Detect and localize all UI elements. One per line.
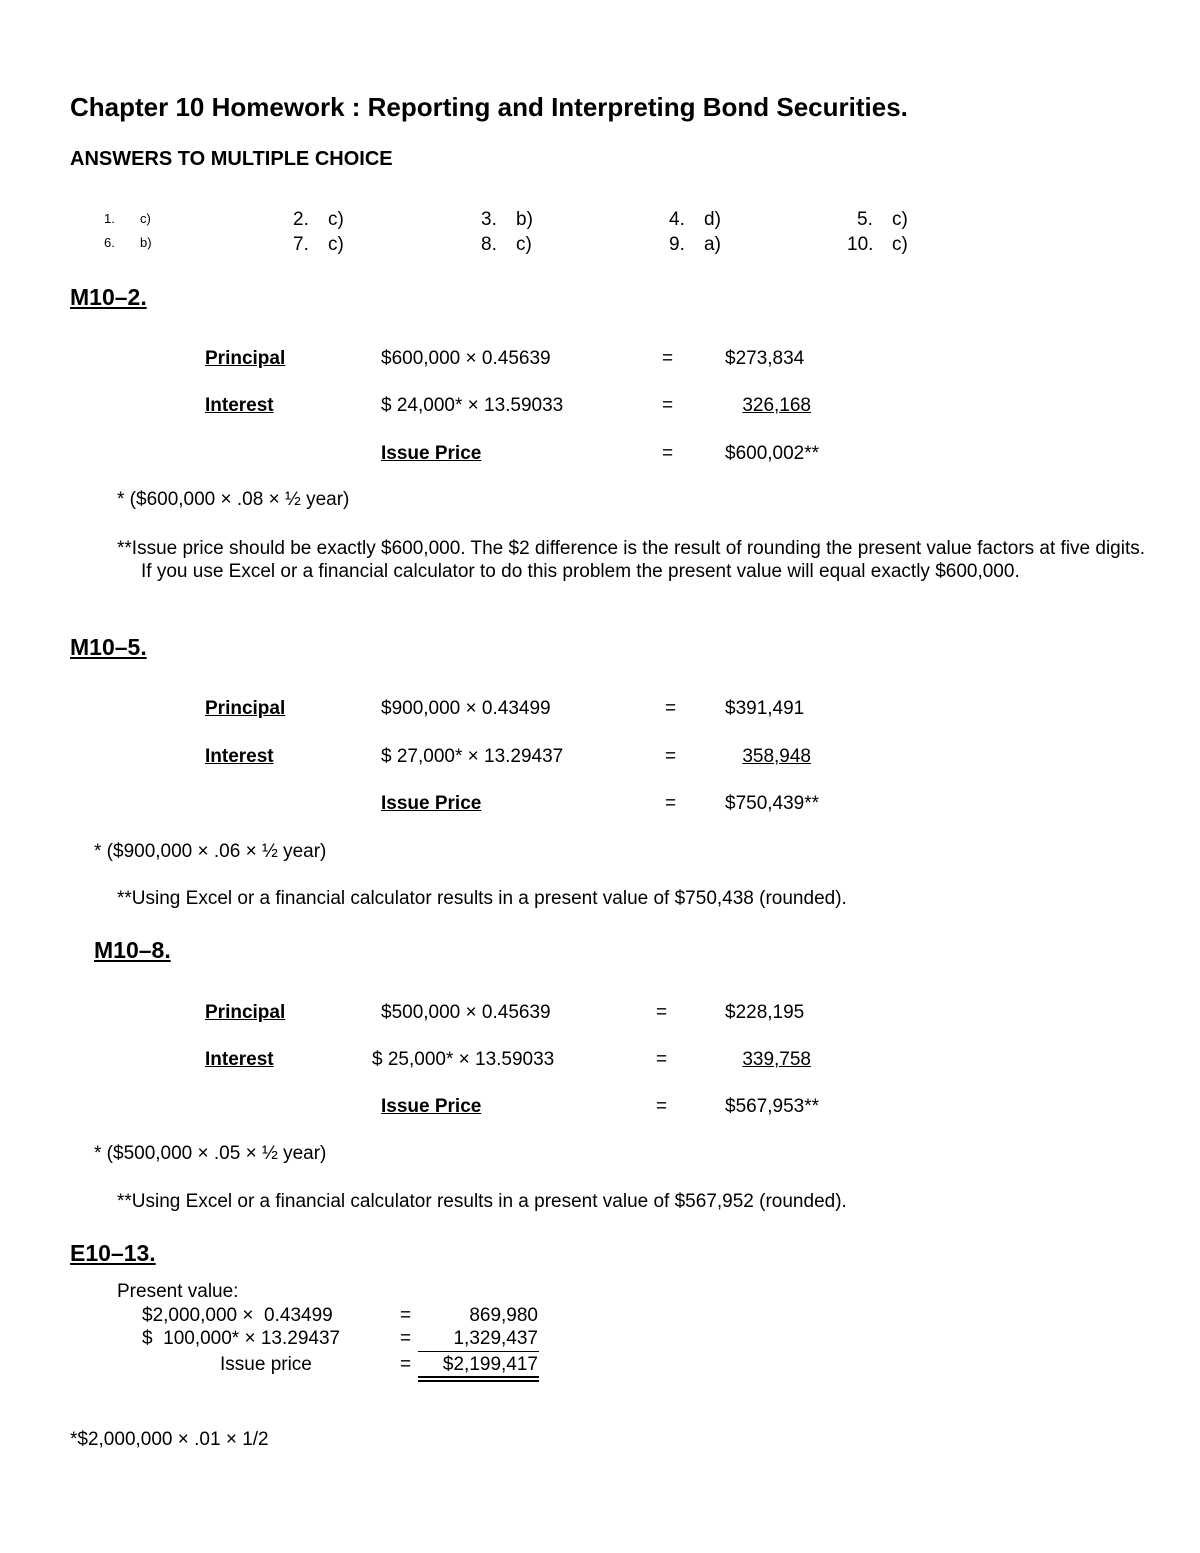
equals-sign: = [656, 1049, 668, 1070]
principal-value: $391,491 [725, 698, 805, 719]
interest-label: Interest [205, 395, 274, 416]
interest-value: 1,329,437 [453, 1328, 538, 1349]
interest-calculation: $ 24,000* × 13.59033 [381, 395, 564, 416]
principal-label: Principal [205, 348, 286, 369]
equals-sign: = [400, 1328, 412, 1349]
page-title: Chapter 10 Homework : Reporting and Interpreting Bond Securities. [70, 92, 908, 122]
equals-sign: = [662, 395, 674, 416]
issue-price-label: Issue Price [381, 793, 482, 814]
principal-value: $273,834 [725, 348, 805, 369]
principal-calculation: $500,000 × 0.45639 [381, 1002, 551, 1023]
footnote-issue-price: **Issue price should be exactly $600,000. The $2 difference is the result of rounding the present value factors at five digits. If you use Excel or a financial calculator to do this problem the present value will equal exactly $600,000. [117, 538, 1146, 582]
issue-price-label: Issue Price [381, 1096, 482, 1117]
footnote-interest: *$2,000,000 × .01 × 1/2 [70, 1429, 269, 1450]
answer-value: c) [892, 234, 908, 255]
section-heading: E10–13. [70, 1240, 156, 1266]
principal-value: $228,195 [725, 1002, 805, 1023]
section-heading: M10–5. [70, 634, 147, 660]
answer-number: 9. [669, 234, 685, 255]
answer-value: b) [140, 235, 152, 250]
section-heading: M10–8. [94, 937, 171, 963]
interest-calculation: $ 100,000* × 13.29437 [142, 1328, 341, 1349]
footnote-interest: * ($500,000 × .05 × ½ year) [94, 1143, 327, 1164]
interest-value: 358,948 [742, 746, 811, 767]
issue-price-value: $567,953** [725, 1096, 820, 1117]
principal-label: Principal [205, 698, 286, 719]
principal-calculation: $2,000,000 × 0.43499 [142, 1305, 333, 1326]
answer-number: 4. [669, 209, 685, 230]
equals-sign: = [662, 443, 674, 464]
equals-sign: = [665, 746, 677, 767]
answer-value: c) [328, 234, 344, 255]
principal-calculation: $600,000 × 0.45639 [381, 348, 551, 369]
answer-number: 5. [857, 209, 873, 230]
issue-price-value: $750,439** [725, 793, 820, 814]
answer-number: 6. [104, 235, 115, 250]
interest-calculation: $ 25,000* × 13.59033 [372, 1049, 555, 1070]
equals-sign: = [656, 1096, 668, 1117]
answer-value: c) [516, 234, 532, 255]
answer-number: 10. [847, 234, 874, 255]
equals-sign: = [665, 698, 677, 719]
interest-value: 326,168 [742, 395, 811, 416]
answer-value: a) [704, 234, 721, 255]
interest-label: Interest [205, 746, 274, 767]
principal-label: Principal [205, 1002, 286, 1023]
issue-price-value: $600,002** [725, 443, 820, 464]
principal-value: 869,980 [469, 1305, 538, 1326]
principal-calculation: $900,000 × 0.43499 [381, 698, 551, 719]
answer-value: c) [892, 209, 908, 230]
footnote-interest: * ($600,000 × .08 × ½ year) [117, 489, 350, 510]
answer-number: 2. [293, 209, 309, 230]
equals-sign: = [665, 793, 677, 814]
subtotal-rule [418, 1351, 539, 1352]
interest-calculation: $ 27,000* × 13.29437 [381, 746, 564, 767]
issue-price-label: Issue Price [381, 443, 482, 464]
answer-value: d) [704, 209, 721, 230]
answer-value: b) [516, 209, 533, 230]
total-double-rule-bottom [418, 1380, 539, 1382]
answer-value: c) [140, 211, 151, 226]
equals-sign: = [662, 348, 674, 369]
footnote-present-value: **Using Excel or a financial calculator results in a present value of $567,952 (rounded). [117, 1191, 847, 1212]
total-double-rule-top [418, 1376, 539, 1378]
present-value-label: Present value: [117, 1281, 239, 1302]
answer-number: 7. [293, 234, 309, 255]
section-heading: M10–2. [70, 284, 147, 310]
answer-number: 3. [481, 209, 497, 230]
answer-number: 1. [104, 211, 115, 226]
issue-price-label: Issue price [220, 1354, 312, 1375]
interest-label: Interest [205, 1049, 274, 1070]
equals-sign: = [656, 1002, 668, 1023]
answer-value: c) [328, 209, 344, 230]
issue-price-value: $2,199,417 [442, 1354, 538, 1375]
interest-value: 339,758 [742, 1049, 811, 1070]
page-subtitle: ANSWERS TO MULTIPLE CHOICE [70, 148, 393, 170]
footnote-interest: * ($900,000 × .06 × ½ year) [94, 841, 327, 862]
answer-number: 8. [481, 234, 497, 255]
equals-sign: = [400, 1305, 412, 1326]
footnote-present-value: **Using Excel or a financial calculator results in a present value of $750,438 (rounded). [117, 888, 847, 909]
equals-sign: = [400, 1354, 412, 1375]
